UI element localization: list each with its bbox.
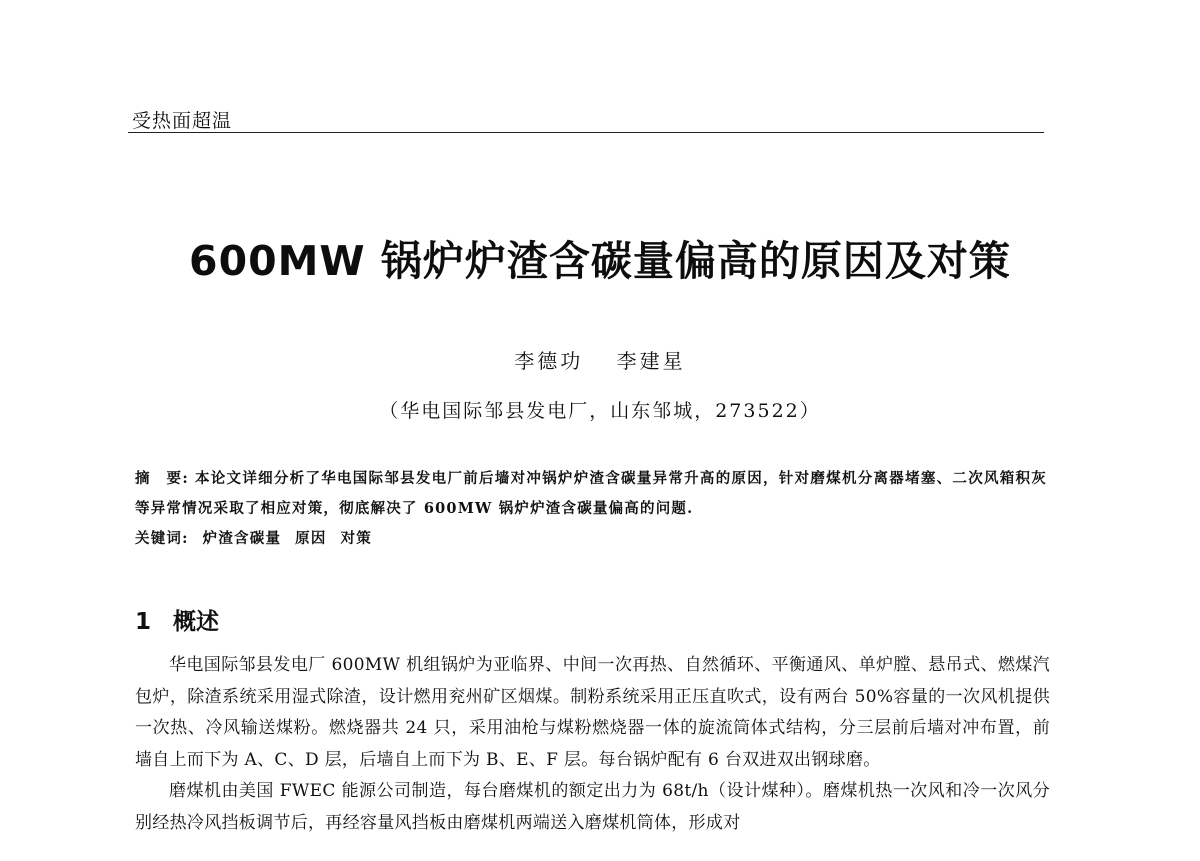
affiliation: （华电国际邹县发电厂，山东邹城，273522）: [379, 400, 821, 422]
paper-title: 600MW 锅炉炉渣含碳量偏高的原因及对策: [189, 237, 1011, 285]
keywords-label: 关键词:: [135, 530, 189, 547]
paragraph: 华电国际邹县发电厂 600MW 机组锅炉为亚临界、中间一次再热、自然循环、平衡通风、单炉膛、悬吊式、燃煤汽包炉，除渣系统采用湿式除渣，设计燃用兖州矿区烟煤。制粉系统采用正压直吹式，设有两台 50%容量的一次风机提供一次热、冷风输送煤粉。燃烧器共 24 只，采用油枪与煤粉燃烧器一体的旋流筒体式结构，分三层前后墙对冲布置，前墙自上而下为 A、C、D 层，后墙自上而下为 B、E、F 层。每台锅炉配有 6 台双进双出钢球磨。: [135, 655, 1050, 770]
keyword: 原因: [295, 530, 327, 547]
header-rule: [128, 132, 1044, 133]
keyword: 炉渣含碳量: [202, 530, 282, 547]
keyword: 对策: [340, 530, 372, 547]
section-number: 1: [135, 609, 152, 635]
running-head: 受热面超温: [132, 110, 233, 132]
abstract-label: 摘 要:: [135, 470, 189, 487]
paragraph: 磨煤机由美国 FWEC 能源公司制造，每台磨煤机的额定出力为 68t/h（设计煤种）。磨煤机热一次风和冷一次风分别经热冷风挡板调节后，再经容量风挡板由磨煤机两端送入磨煤机筒体，形成对: [135, 781, 1050, 833]
keywords: [135, 527, 1047, 548]
author-name: 李建星: [616, 349, 686, 373]
author-name: 李德功: [514, 349, 584, 373]
section-heading: [135, 603, 219, 636]
body-text: [135, 650, 1050, 839]
author-list: [0, 345, 1200, 374]
abstract-text: 本论文详细分析了华电国际邹县发电厂前后墙对冲锅炉炉渣含碳量异常升高的原因，针对磨煤机分离器堵塞、二次风箱积灰等异常情况采取了相应对策，彻底解决了 600MW 锅炉炉渣含碳量偏高的问题.: [135, 470, 1048, 517]
section-title: 概述: [173, 609, 220, 635]
abstract: [135, 464, 1047, 524]
